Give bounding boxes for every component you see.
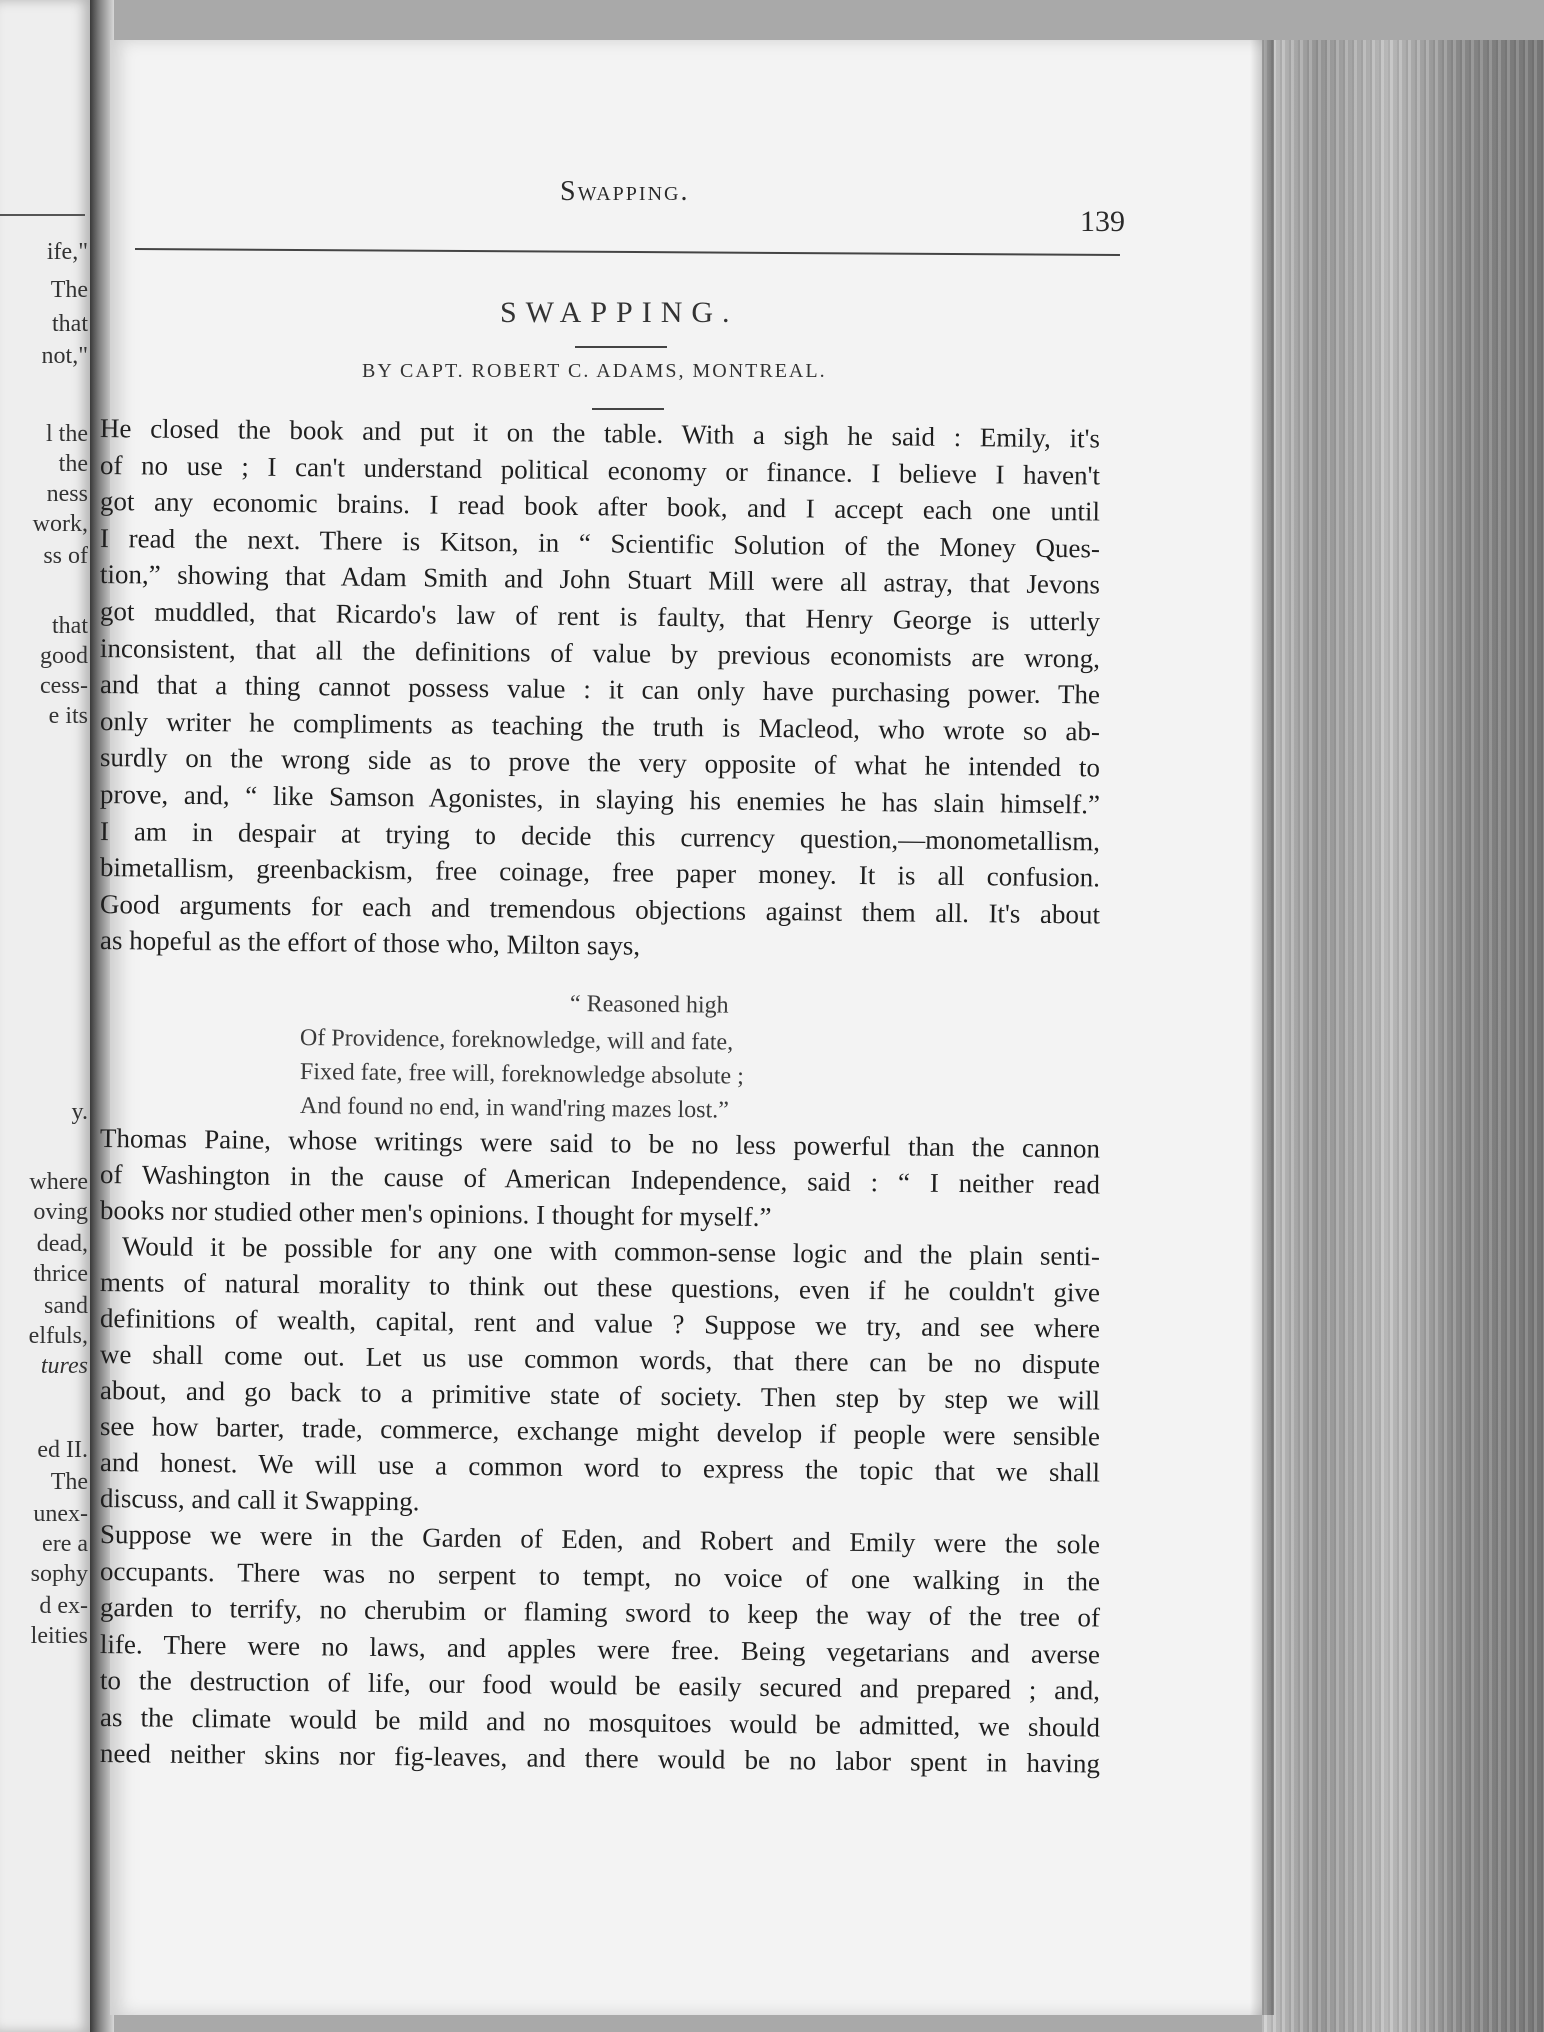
text-line: discuss, and call it Swapping. [99, 1483, 420, 1517]
facing-page-text: ere a [42, 1531, 88, 1557]
facing-page-text: unex- [33, 1501, 88, 1527]
facing-page-text: ed II. [37, 1437, 88, 1463]
title-rule [575, 346, 667, 348]
facing-page-text: The [50, 277, 88, 303]
byline: BY CAPT. ROBERT C. ADAMS, MONTREAL. [362, 360, 827, 382]
text-line: tion,” showing that Adam Smith and John Stuart Mill were all astray, that Jevons [99, 559, 1101, 600]
facing-page-text: dead, [36, 1231, 88, 1257]
facing-page-text: not," [41, 343, 88, 369]
text-line: prove, and, “ like Samson Agonistes, in slaying his enemies he has slain himself.” [99, 779, 1101, 820]
facing-page-text: the [58, 451, 88, 477]
facing-page-text: elfuls, [28, 1323, 88, 1349]
text-line: I am in despair at trying to decide this currency question,—monometallism, [99, 815, 1101, 857]
running-head: Swapping. [560, 176, 690, 207]
facing-page-text: thrice [33, 1261, 88, 1287]
facing-page-text: ife," [46, 239, 88, 265]
text-line: Thomas Paine, whose writings were said to be no less powerful than the cannon [99, 1123, 1101, 1164]
byline-rule [592, 408, 664, 410]
facing-page-rule [0, 214, 85, 216]
facing-page-text: The [50, 1469, 88, 1495]
facing-page-text: e its [48, 703, 88, 729]
facing-page-text: where [29, 1169, 88, 1195]
facing-page-fragment [0, 0, 92, 2032]
text-line: life. There were no laws, and apples were free. Being vegetarians and averse [99, 1628, 1101, 1669]
text-line: He closed the book and put it on the table. With a sigh he said : Emily, it's [99, 413, 1101, 454]
text-line: and that a thing cannot possess value : it can only have purchasing power. The [99, 669, 1101, 710]
article-title: SWAPPING. [500, 296, 739, 329]
text-line: about, and go back to a primitive state of society. Then step by step we will [99, 1375, 1101, 1416]
text-line: occupants. There was no serpent to tempt, no voice of one walking in the [99, 1555, 1101, 1596]
text-line: garden to terrify, no cherubim or flaming sword to keep the way of the tree of [99, 1592, 1101, 1633]
text-line: definitions of wealth, capital, rent and value ? Suppose we try, and see where [99, 1303, 1101, 1344]
facing-page-text: oving [33, 1199, 88, 1225]
text-line: got muddled, that Ricardo's law of rent is faulty, that Henry George is utterly [99, 596, 1101, 637]
text-line: and honest. We will use a common word to express the topic that we shall [99, 1447, 1101, 1488]
verse-line: “ Reasoned high [569, 991, 729, 1019]
page-number: 139 [1080, 205, 1125, 238]
verse-line: And found no end, in wand'ring mazes lost.” [299, 1093, 730, 1124]
text-line: to the destruction of life, our food would be easily secured and prepared ; and, [99, 1665, 1101, 1706]
facing-page-text: l the [46, 421, 88, 447]
verse-line: Fixed fate, free will, foreknowledge absolute ; [299, 1059, 744, 1090]
text-line: bimetallism, greenbackism, free coinage, free paper money. It is all confusion. [99, 852, 1101, 893]
facing-page-text: d ex- [39, 1593, 88, 1619]
text-line: Good arguments for each and tremendous objections against them all. It's about [99, 888, 1101, 930]
text-line: as the climate would be mild and no mosquitoes would be admitted, we should [99, 1701, 1101, 1742]
facing-page-text: that [52, 311, 88, 337]
text-line: Would it be possible for any one with common-sense logic and the plain senti- [121, 1231, 1101, 1272]
text-line: Suppose we were in the Garden of Eden, and Robert and Emily were the sole [99, 1519, 1101, 1560]
facing-page-text: that [52, 613, 88, 639]
facing-page-text: good [40, 643, 88, 669]
facing-page-text: sophy [30, 1561, 88, 1587]
text-line: of no use ; I can't understand political economy or finance. I believe I haven't [99, 449, 1101, 491]
text-line: inconsistent, that all the definitions of value by previous economists are wrong, [99, 632, 1101, 674]
facing-page-text: tures [40, 1353, 88, 1379]
page-block-edge [1262, 40, 1544, 2032]
text-line: I read the next. There is Kitson, in “ Scientific Solution of the Money Ques- [99, 522, 1101, 564]
text-line: got any economic brains. I read book after book, and I accept each one until [99, 486, 1101, 527]
text-line: need neither skins nor fig-leaves, and there would be no labor spent in having [99, 1738, 1101, 1779]
facing-page-text: work, [32, 511, 88, 537]
text-line: see how barter, trade, commerce, exchange might develop if people were sensible [99, 1411, 1101, 1452]
facing-page-text: ness [46, 481, 88, 507]
facing-page-text: leities [30, 1623, 88, 1649]
facing-page-text: sand [44, 1293, 88, 1319]
facing-page-text: cess- [40, 673, 88, 699]
text-line: ments of natural morality to think out these questions, even if he couldn't give [99, 1267, 1101, 1308]
text-line: books nor studied other men's opinions. I thought for myself.” [99, 1195, 772, 1233]
page-edge-shadow [1250, 40, 1274, 2015]
text-line: we shall come out. Let us use common words, that there can be no dispute [99, 1339, 1101, 1380]
verse-line: Of Providence, foreknowledge, will and fate, [299, 1025, 734, 1056]
text-line: only writer he compliments as teaching the truth is Macleod, who wrote so ab- [99, 705, 1101, 747]
facing-page-text: ss of [43, 543, 88, 569]
text-line: as hopeful as the effort of those who, Milton says, [99, 925, 641, 962]
text-line: of Washington in the cause of American Independence, said : “ I neither read [99, 1159, 1101, 1200]
facing-page-text: y. [71, 1099, 88, 1125]
text-line: surdly on the wrong side as to prove the very opposite of what he intended to [99, 742, 1101, 783]
